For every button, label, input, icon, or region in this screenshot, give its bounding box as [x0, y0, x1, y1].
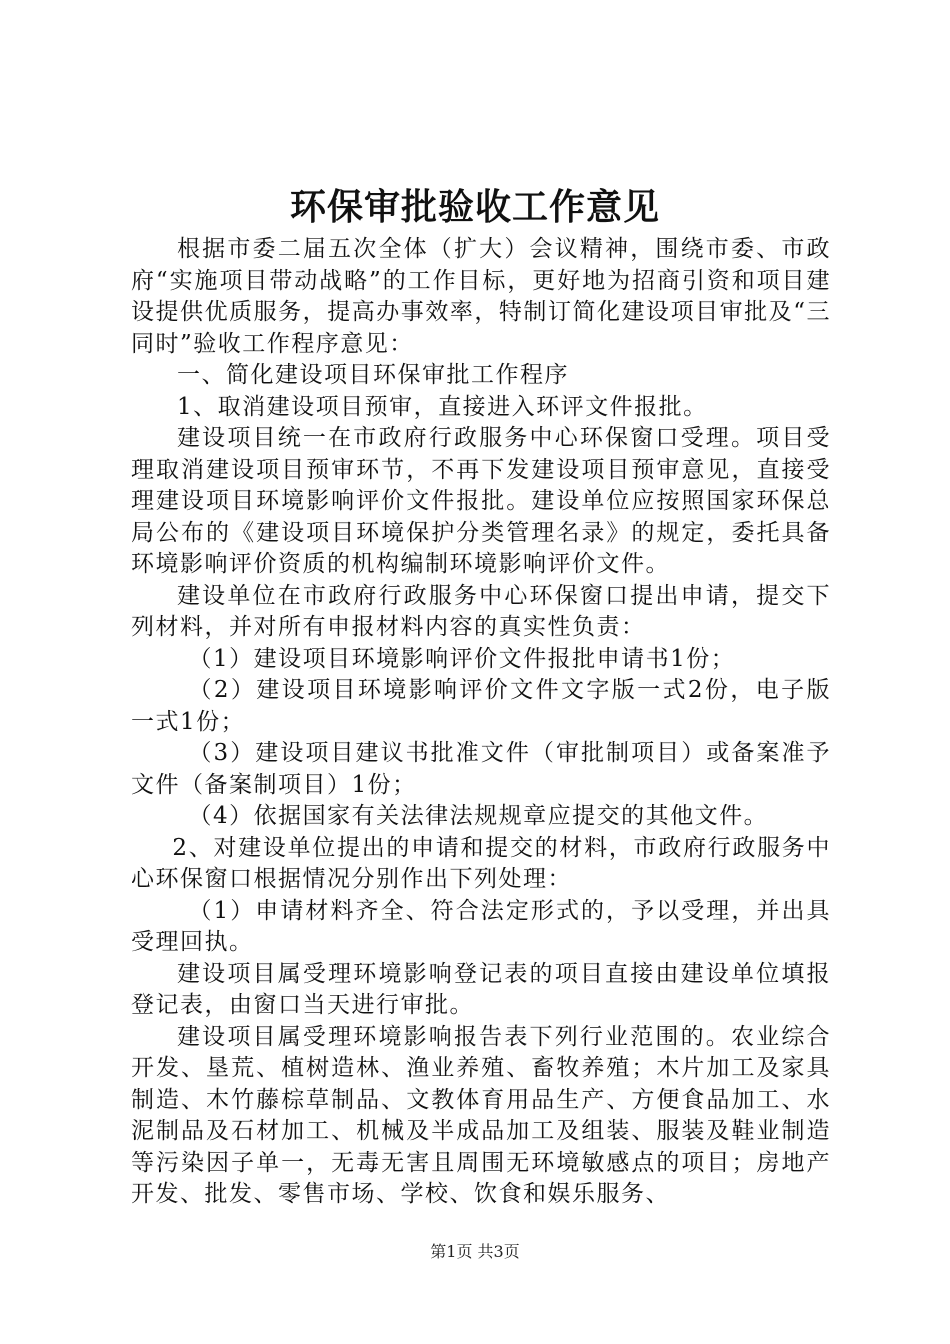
list-item: （3）建设项目建议书批准文件（审批制项目）或备案准予文件（备案制项目）1份； — [131, 740, 831, 798]
body-paragraph: 建设项目统一在市政府行政服务中心环保窗口受理。项目受理取消建设项目预审环节，不再下发建设项目预审意见，直接受理建设项目环境影响评价文件报批。建设单位应按照国家环保总局公布的《建设项目环境保护分类管理名录》的规定，委托具备环境影响评价资质的机构编制环境影响评价文件。 — [131, 425, 831, 577]
page-number-footer: 第1页 共3页 — [430, 1242, 520, 1261]
subsection-heading-1: 1、取消建设项目预审，直接进入环评文件报批。 — [177, 393, 708, 420]
section-heading-1: 一、简化建设项目环保审批工作程序 — [177, 362, 569, 388]
subsection-heading-2: 2、对建设单位提出的申请和提交的材料，市政府行政服务中心环保窗口根据情况分别作出下列处理： — [131, 834, 831, 892]
body-paragraph: 建设项目属受理环境影响报告表下列行业范围的。农业综合开发、垦荒、植树造林、渔业养殖、畜牧养殖；木片加工及家具制造、木竹藤棕草制品、文教体育用品生产、方便食品加工、水泥制品及石材加工、机械及半成品加工及组装、服装及鞋业制造等污染因子单一，无毒无害且周围无环境敏感点的项目；房地产开发、批发、零售市场、学校、饮食和娱乐服务、 — [131, 1023, 831, 1207]
list-item: （1）申请材料齐全、符合法定形式的，予以受理，并出具受理回执。 — [131, 897, 831, 955]
document-title: 环保审批验收工作意见 — [289, 186, 660, 228]
document-body — [131, 234, 831, 1211]
intro-paragraph: 根据市委二届五次全体（扩大）会议精神，围绕市委、市政府“实施项目带动战略”的工作目标，更好地为招商引资和项目建设提供优质服务，提高办事效率，特制订简化建设项目审批及“三同时”验收工作程序意见： — [131, 236, 831, 357]
body-paragraph: 建设项目属受理环境影响登记表的项目直接由建设单位填报登记表，由窗口当天进行审批。 — [131, 960, 831, 1018]
list-item: （2）建设项目环境影响评价文件文字版一式2份，电子版一式1份； — [131, 677, 831, 735]
list-item: （1）建设项目环境影响评价文件报批申请书1份； — [188, 645, 736, 672]
body-paragraph: 建设单位在市政府行政服务中心环保窗口提出申请，提交下列材料，并对所有申报材料内容的真实性负责： — [131, 582, 831, 640]
list-item: （4）依据国家有关法律法规规章应提交的其他文件。 — [188, 803, 769, 829]
